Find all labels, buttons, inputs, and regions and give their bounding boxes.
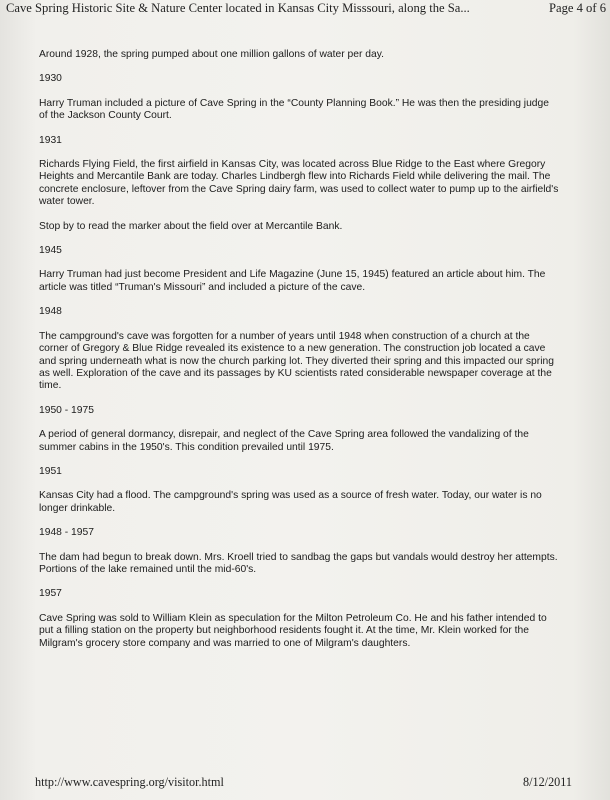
- year-heading-1945: 1945: [39, 245, 62, 257]
- year-heading-1931: 1931: [39, 134, 62, 146]
- paragraph-1950-1975: A period of general dormancy, disrepair, and neglect of the Cave Spring area followed the vandalizing of the summer cabins in the 1950's. This condition prevailed until 1975.: [39, 429, 529, 453]
- paragraph-1931-marker: Stop by to read the marker about the field over at Mercantile Bank.: [39, 220, 343, 232]
- paragraph-1948: The campground's cave was forgotten for a number of years until 1948 when construction of a church at the corner of Gregory & Blue Ridge revealed its existence to a new generation. The construction job located a cave and spring underneath what is now the church parking lot. They diverted their spring and this impacted our spring as well. Exploration of the cave and its passages by KU scientists rated considerable newspaper coverage at the time.: [39, 330, 554, 392]
- footer-date: 8/12/2011: [523, 775, 572, 789]
- paragraph-1931-airfield: Richards Flying Field, the first airfield in Kansas City, was located across Blue Ridge to the East where Gregory Heights and Mercantile Bank are today. Charles Lindbergh flew into Richards Field while delivering the mail. The concrete enclosure, leftover from the Cave Spring dairy farm, was used to collect water to pump up to the airfield's water tower.: [39, 159, 559, 208]
- paragraph-1945: Harry Truman had just become President and Life Magazine (June 15, 1945) featured an article about him. The article was titled “Truman's Missouri” and included a picture of the cave.: [39, 269, 546, 293]
- year-heading-1951: 1951: [39, 465, 62, 477]
- paragraph-1951: Kansas City had a flood. The campground's spring was used as a source of fresh water. Today, our water is no longer drinkable.: [39, 490, 542, 514]
- year-heading-1950-1975: 1950 - 1975: [39, 404, 94, 416]
- footer-url: http://www.cavespring.org/visitor.html: [35, 775, 224, 789]
- paragraph-1957: Cave Spring was sold to William Klein as speculation for the Milton Petroleum Co. He and his father intended to put a filling station on the property but neighborhood residents fought it. At the time, Mr. Klein worked for the Milgram's grocery store company and was married to one of Milgram's daughters.: [39, 612, 547, 649]
- year-heading-1957: 1957: [39, 588, 62, 600]
- paragraph-1928: Around 1928, the spring pumped about one million gallons of water per day.: [39, 49, 384, 60]
- year-heading-1948: 1948: [39, 306, 62, 318]
- print-header-page-number: Page 4 of 6: [548, 1, 606, 15]
- print-footer: [35, 775, 572, 790]
- document-body: [39, 49, 559, 650]
- print-header-title: Cave Spring Historic Site & Nature Center located in Kansas City Misssouri, along the Sa...: [6, 1, 470, 15]
- year-heading-1948-1957: 1948 - 1957: [39, 527, 94, 539]
- paragraph-1930: Harry Truman included a picture of Cave Spring in the “County Planning Book.” He was then the presiding judge of the Jackson County Court.: [39, 97, 549, 122]
- year-heading-1930: 1930: [39, 73, 62, 85]
- print-header: [6, 1, 606, 16]
- paragraph-1948-1957: The dam had begun to break down. Mrs. Kroell tried to sandbag the gaps but vandals would destroy her attempts. Portions of the lake remained until the mid-60's.: [39, 551, 558, 575]
